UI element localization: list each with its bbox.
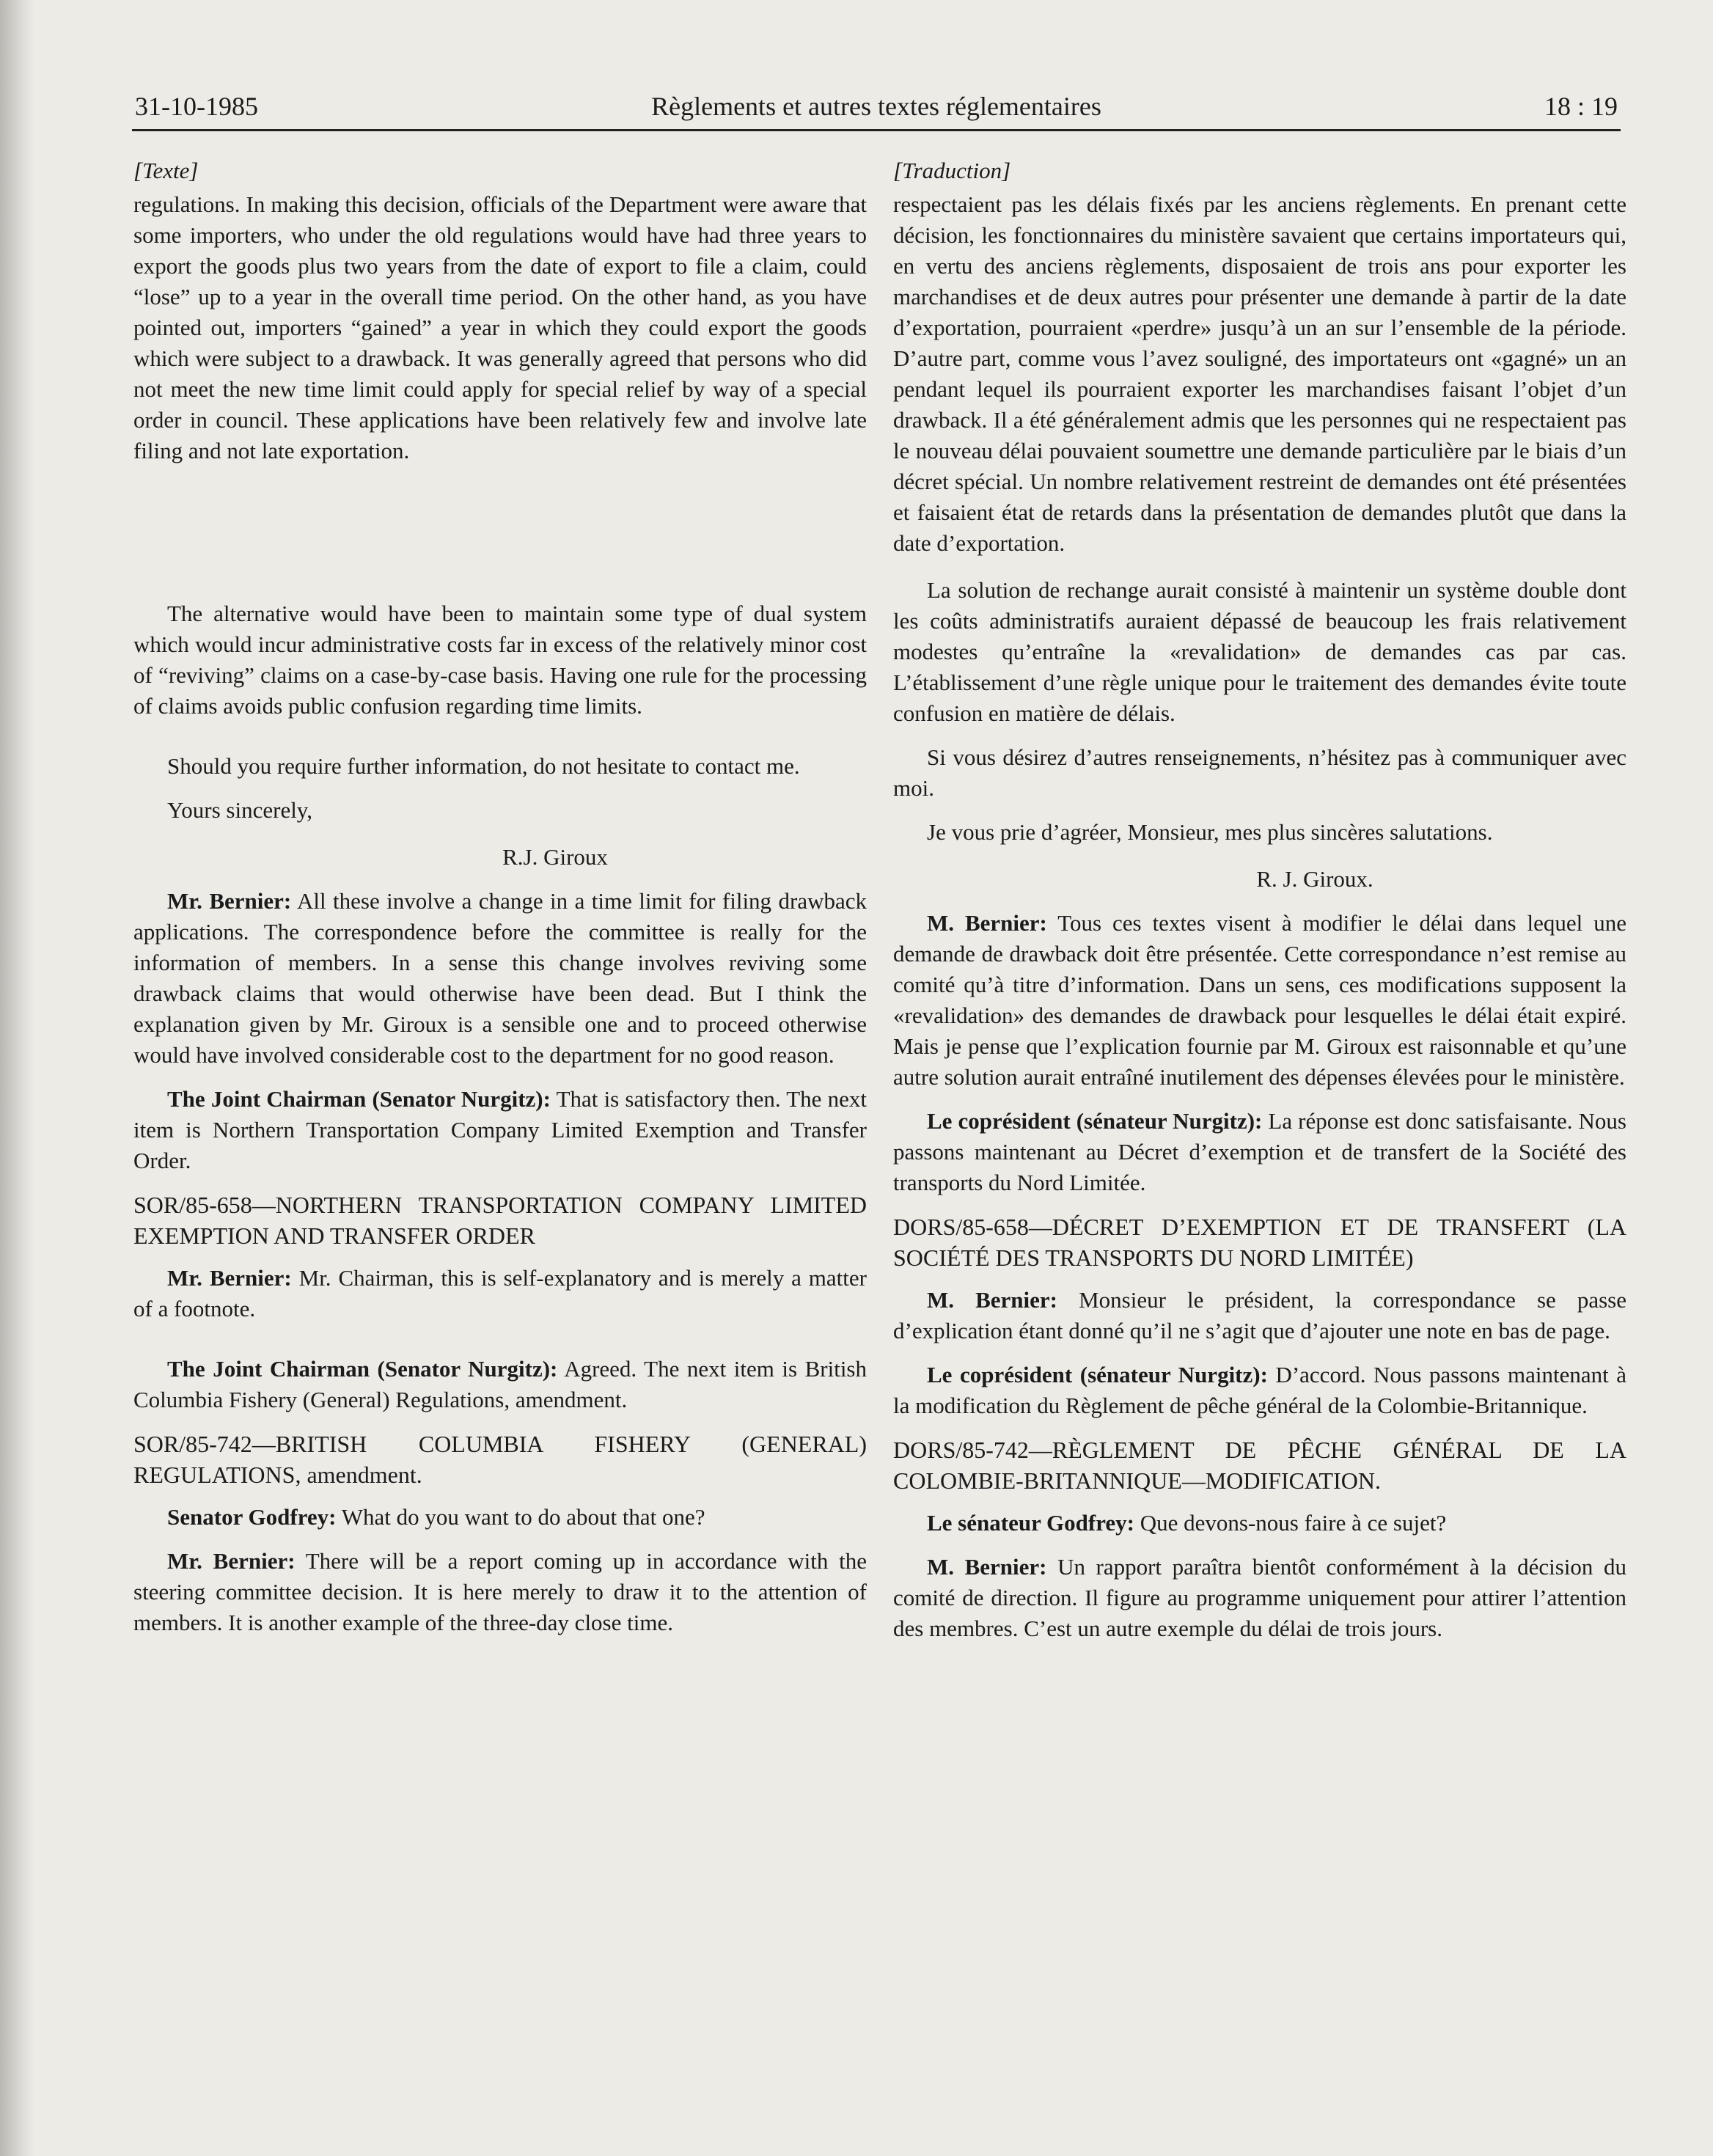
speech-paragraph: Le coprésident (sénateur Nurgitz): La réponse est donc satisfaisante. Nous passons maintenant au Décret d’exemption et de transfert de la Société des transports du Nord Limitée. [893,1108,1626,1195]
letter-paragraph: Should you require further information, do not hesitate to contact me. [167,753,800,779]
speaker-name: The Joint Chairman (Senator Nurgitz): [167,1086,551,1112]
speaker-name: Le coprésident (sénateur Nurgitz): [927,1108,1263,1134]
speech-paragraph: The Joint Chairman (Senator Nurgitz): Agreed. The next item is British Columbia Fishery (General) Regulations, amendment. [133,1356,867,1412]
speaker-name: M. Bernier: [927,910,1047,936]
column-tag: [Texte] [133,158,199,183]
running-header [132,76,1621,131]
section-heading: SOR/85-742—BRITISH COLUMBIA FISHERY (GENERAL) REGULATIONS, amendment. [133,1431,867,1488]
speaker-name: Senator Godfrey: [167,1504,337,1530]
letter-paragraph: Si vous désirez d’autres renseignements, n’hésitez pas à communiquer avec moi. [893,744,1626,801]
letter-paragraph: The alternative would have been to maintain some type of dual system which would incur administrative costs far in excess of the relatively minor cost of “reviving” claims on a case-by-case basis. Having one rule for the processing of claims avoids public confusion regarding time limits. [133,601,867,719]
speaker-name: The Joint Chairman (Senator Nurgitz): [167,1356,558,1382]
section-heading: SOR/85-658—NORTHERN TRANSPORTATION COMPANY LIMITED EXEMPTION AND TRANSFER ORDER [133,1192,867,1249]
letter-signature: R.J. Giroux [502,844,608,870]
letter-closing: Je vous prie d’agréer, Monsieur, mes plus sincères salutations. [927,819,1493,845]
header-date: 31-10-1985 [135,92,258,121]
section-heading: DORS/85-658—DÉCRET D’EXEMPTION ET DE TRANSFERT (LA SOCIÉTÉ DES TRANSPORTS DU NORD LIMITÉE) [893,1214,1626,1271]
speech-paragraph: Le sénateur Godfrey: Que devons-nous faire à ce sujet? [927,1510,1447,1536]
french-column [893,155,1626,1657]
letter-paragraph: regulations. In making this decision, officials of the Department were aware that some importers, who under the old regulations would have had three years to export the goods plus two years from the date of export to file a claim, could “lose” up to a year in the overall time period. On the other hand, as you have pointed out, importers “gained” a year in which they could export the goods which were subject to a drawback. It was generally agreed that persons who did not meet the new time limit could apply for special relief by way of a special order in council. These applications have been relatively few and involve late filing and not late exportation. [133,191,867,463]
letter-signature: R. J. Giroux. [1256,866,1373,892]
section-heading: DORS/85-742—RÈGLEMENT DE PÊCHE GÉNÉRAL DE LA COLOMBIE-BRITANNIQUE—MODIFICATION. [893,1437,1626,1494]
letter-paragraph: respectaient pas les délais fixés par les anciens règlements. En prenant cette décision, les fonctionnaires du ministère savaient que certains importateurs qui, en vertu des anciens règlements, disposaient de trois ans pour exporter les marchandises et de deux autres pour présenter une demande à partir de la date d’exportation, pourraient «perdre» jusqu’à un an sur l’ensemble de la période. D’autre part, comme vous l’avez souligné, des importateurs ont «gagné» un an pendant lequel ils pourraient exporter les marchandises faisant l’objet d’un drawback. Il a été généralement admis que les personnes qui ne respectaient pas le nouveau délai pouvaient soumettre une demande particulière par le biais d’un décret spécial. Un nombre relativement restreint de demandes ont été présentées et faisaient état de retards dans la présentation de demandes plutôt que dans la date d’exportation. [893,191,1626,556]
header-page-number: 18 : 19 [1544,92,1618,121]
speaker-name: M. Bernier: [927,1287,1057,1313]
speech-paragraph: M. Bernier: Un rapport paraîtra bientôt conformément à la décision du comité de direction. Il figure au programme uniquement pour attirer l’attention des membres. C’est un autre exemple du délai de trois jours. [893,1554,1627,1641]
speaker-name: Mr. Bernier: [167,888,292,914]
speaker-name: Mr. Bernier: [167,1265,292,1291]
speaker-name: Mr. Bernier: [167,1548,296,1574]
speech-paragraph: The Joint Chairman (Senator Nurgitz): That is satisfactory then. The next item is Northern Transportation Company Limited Exemption and Transfer Order. [133,1086,867,1173]
speech-paragraph: M. Bernier: Tous ces textes visent à modifier le délai dans lequel une demande de drawback doit être présentée. Cette correspondance n’est remise au comité qu’à titre d’information. Dans un sens, ces modifications supposent la «revalidation» des demandes de drawback pour lesquelles le délai était expiré. Mais je pense que l’explication fournie par M. Giroux est raisonnable et qu’une autre solution aurait entraîné inutilement des dépenses élevées pour le ministère. [893,910,1626,1090]
speaker-name: Le coprésident (sénateur Nurgitz): [927,1362,1268,1387]
speech-paragraph: Mr. Bernier: Mr. Chairman, this is self-explanatory and is merely a matter of a footnote. [133,1265,867,1321]
letter-paragraph: La solution de rechange aurait consisté à maintenir un système double dont les coûts administratifs auraient dépassé de beaucoup les frais relativement modestes qu’entraîne la «revalidation» de demandes cas par cas. L’établissement d’une règle unique pour le traitement des demandes évite toute confusion en matière de délais. [893,577,1626,726]
letter-closing: Yours sincerely, [167,797,313,823]
speech-paragraph: Mr. Bernier: There will be a report coming up in accordance with the steering committee decision. It is here merely to draw it to the attention of members. It is another example of the three-day close time. [133,1548,867,1635]
english-column [133,155,867,1651]
header-title: Règlements et autres textes réglementaires [651,92,1101,121]
speech-paragraph: Mr. Bernier: All these involve a change in a time limit for filing drawback applications. The correspondence before the committee is really for the information of members. In a sense this change involves reviving some drawback claims that would otherwise have been dead. But I think the explanation given by Mr. Giroux is a sensible one and to proceed otherwise would have involved considerable cost to the department for no good reason. [133,888,867,1068]
speaker-name: Le sénateur Godfrey: [927,1510,1134,1536]
column-tag: [Traduction] [893,158,1011,183]
speech-paragraph: Senator Godfrey: What do you want to do about that one? [167,1504,705,1530]
speaker-name: M. Bernier: [927,1554,1047,1580]
page-edge-shadow [0,0,34,2156]
speech-paragraph: Le coprésident (sénateur Nurgitz): D’accord. Nous passons maintenant à la modification du Règlement de pêche général de la Colombie-Britannique. [893,1362,1627,1418]
speech-paragraph: M. Bernier: Monsieur le président, la correspondance se passe d’explication étant donné qu’il ne s’agit que d’ajouter une note en bas de page. [893,1287,1626,1343]
